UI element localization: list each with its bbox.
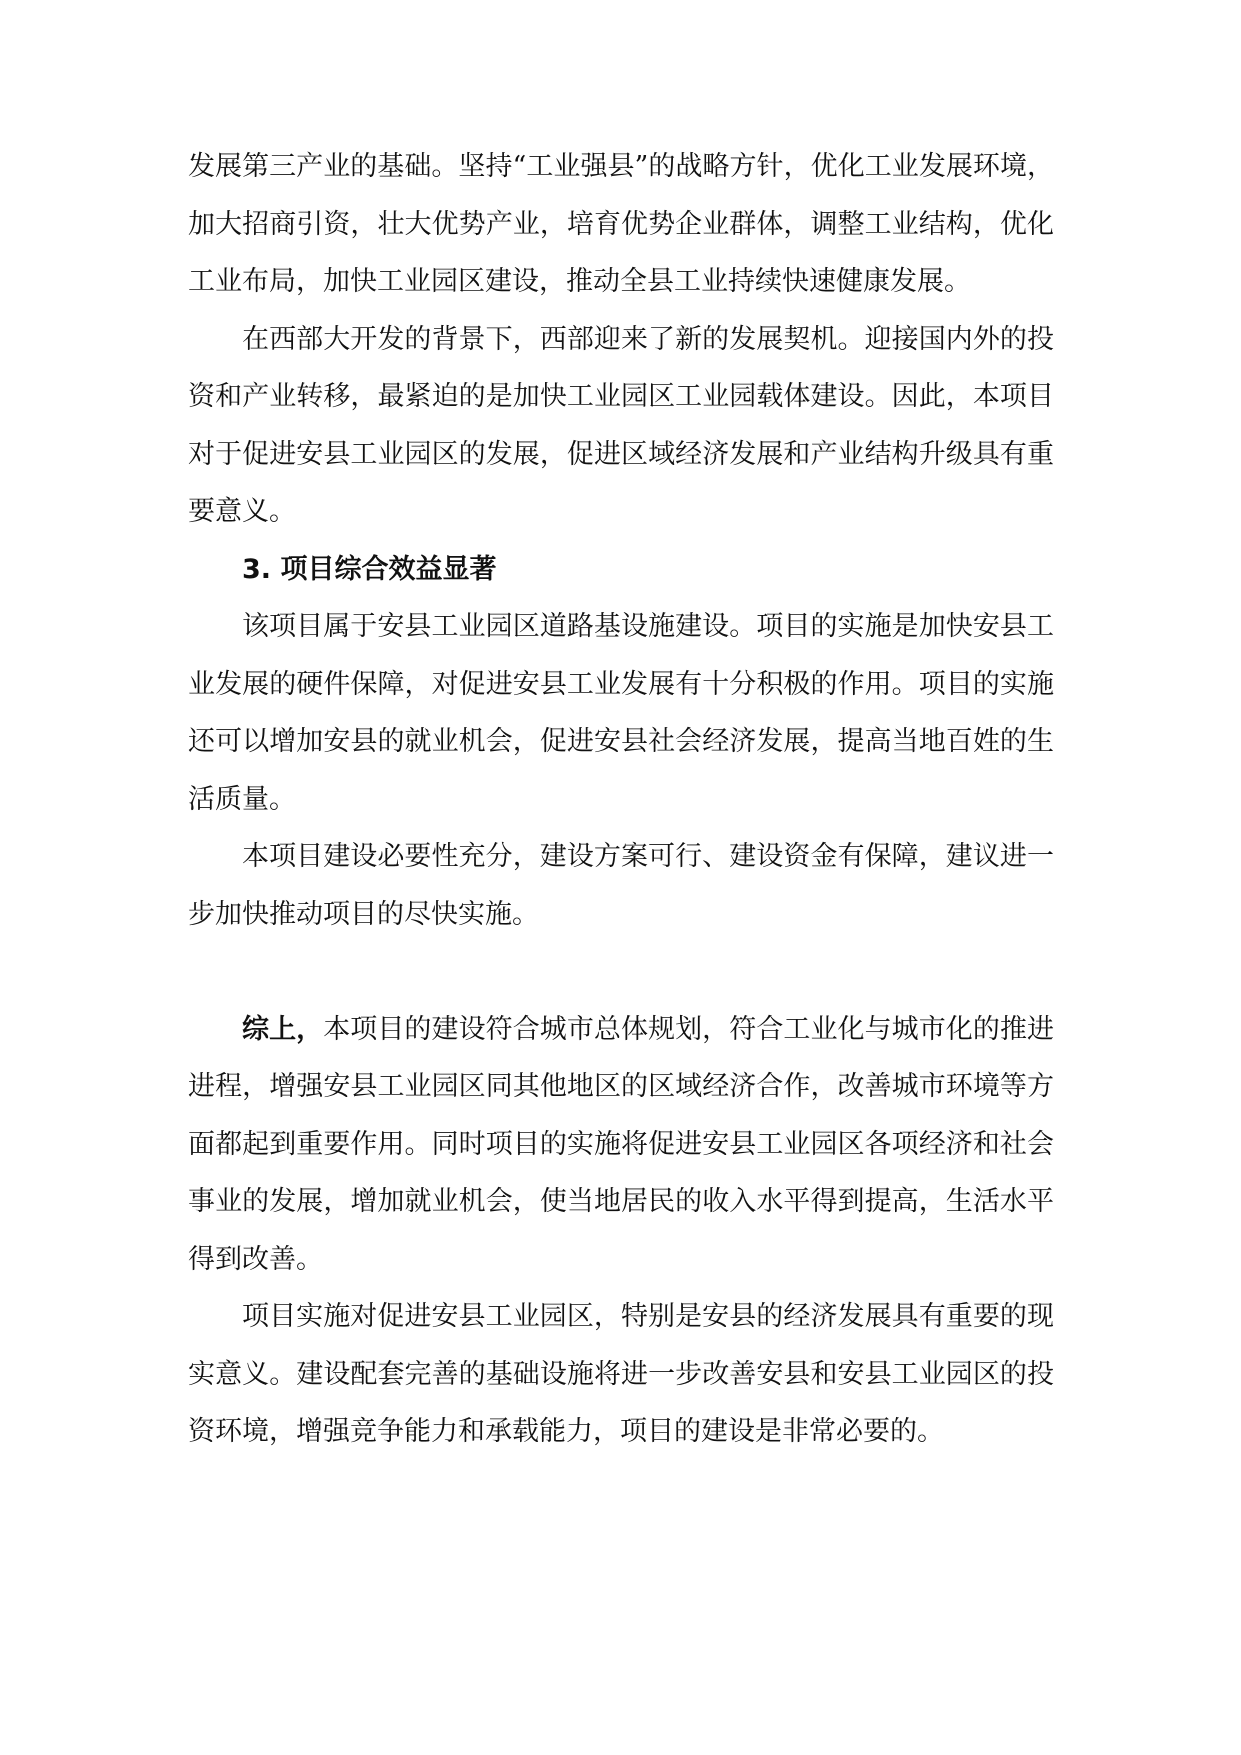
- document-body: [188, 138, 1054, 1461]
- paragraph-gap: [188, 943, 1054, 1001]
- section-heading-3: 3. 项目综合效益显著: [242, 553, 497, 585]
- paragraph-benefit: 该项目属于安县工业园区道路基设施建设。项目的实施是加快安县工业发展的硬件保障，对促进安县工业发展有十分积极的作用。项目的实施还可以增加安县的就业机会，促进安县社会经济发展，提高当地百姓的生活质量。: [188, 611, 1054, 815]
- paragraph-necessity: 本项目建设必要性充分，建设方案可行、建设资金有保障，建议进一步加快推动项目的尽快实施。: [188, 841, 1054, 930]
- paragraph-continued: 发展第三产业的基础。坚持“工业强县”的战略方针，优化工业发展环境，加大招商引资，壮大优势产业，培育优势企业群体，调整工业结构，优化工业布局，加快工业园区建设，推动全县工业持续快速健康发展。: [188, 151, 1054, 297]
- paragraph-summary: [188, 1001, 1054, 1289]
- paragraph-final: 项目实施对促进安县工业园区，特别是安县的经济发展具有重要的现实意义。建设配套完善的基础设施将进一步改善安县和安县工业园区的投资环境，增强竞争能力和承载能力，项目的建设是非常必要的。: [188, 1301, 1054, 1447]
- summary-lead: 综上，: [242, 1013, 324, 1045]
- paragraph-west-development: 在西部大开发的背景下，西部迎来了新的发展契机。迎接国内外的投资和产业转移，最紧迫的是加快工业园区工业园载体建设。因此，本项目对于促进安县工业园区的发展，促进区域经济发展和产业结构升级具有重要意义。: [188, 323, 1054, 527]
- summary-body: 本项目的建设符合城市总体规划，符合工业化与城市化的推进进程，增强安县工业园区同其他地区的区域经济合作，改善城市环境等方面都起到重要作用。同时项目的实施将促进安县工业园区各项经济和社会事业的发展，增加就业机会，使当地居民的收入水平得到提高，生活水平得到改善。: [188, 1013, 1055, 1275]
